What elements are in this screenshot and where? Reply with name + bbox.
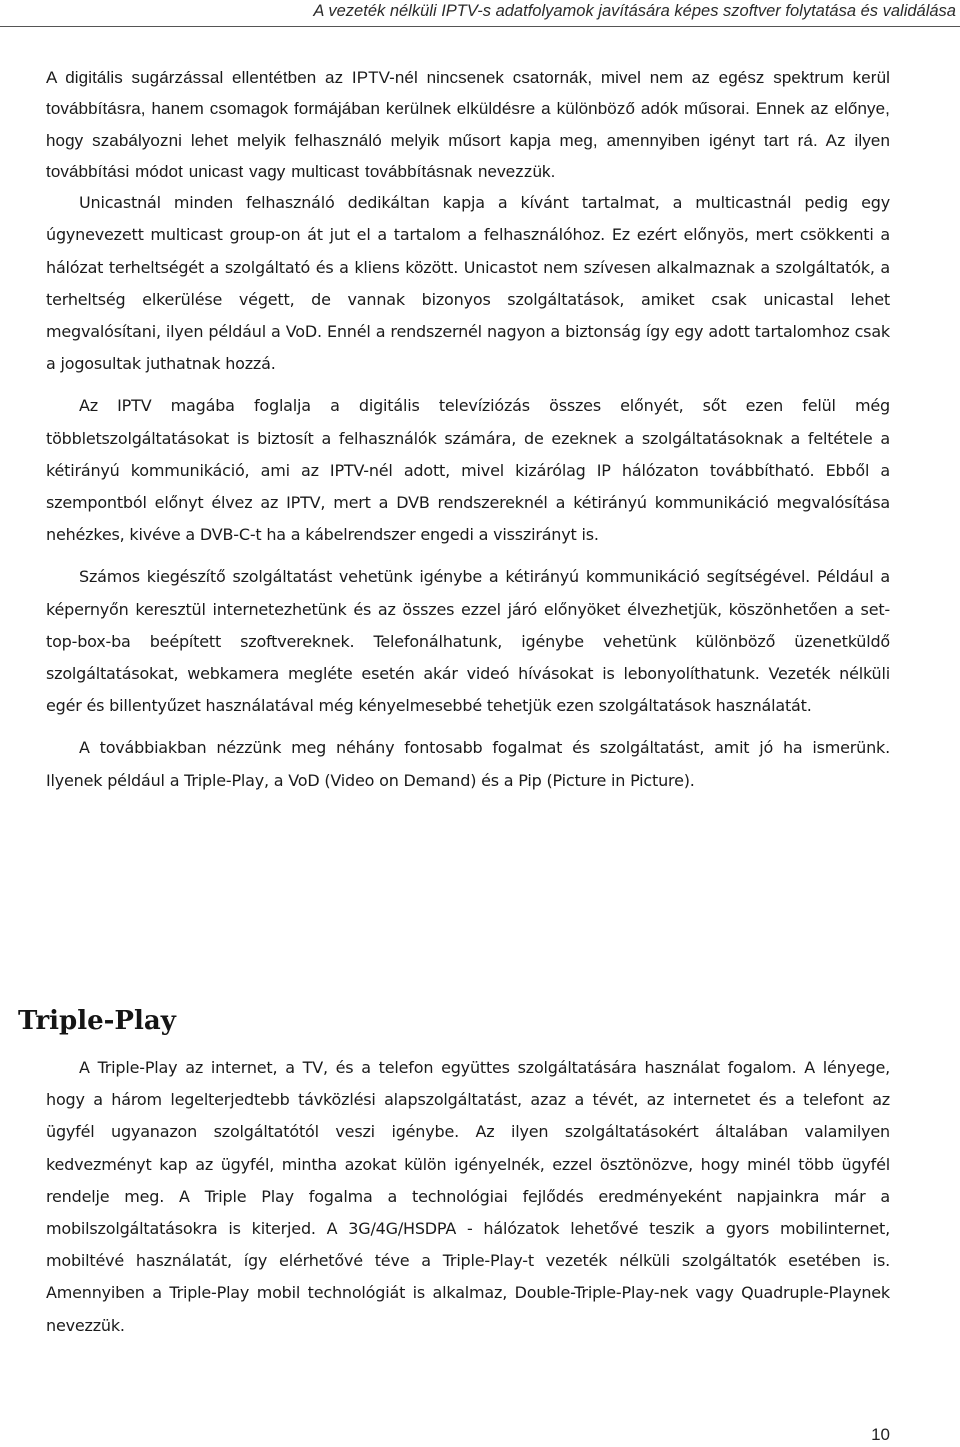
paragraph-concepts-intro: A továbbiakban nézzünk meg néhány fontosabb fogalmat és szolgáltatást, amit jó ha ismerünk. Ilyenek például a Triple-Play, a VoD (Video on Demand) és a Pip (Picture in Picture). bbox=[46, 738, 890, 790]
page-header bbox=[0, 0, 960, 27]
paragraph-additional-services: Számos kiegészítő szolgáltatást vehetünk igénybe a kétirányú kommunikáció segítségével. Például a képernyőn keresztül internetezhetünk és az összes ezzel járó előnyöket élvezhetjük, köszönhetően a set-top-box-ba beépített szoftvereknek. Telefonálhatunk, igénybe vehetünk különböző üzenetküldő szolgáltatásokat, webkamera megléte esetén akár videó hívásokat is lebonyolíthatunk. Vezeték nélküli egér és billentyűzet használatával még kényelmesebbé tehetjük ezen szolgáltatások használatát. bbox=[46, 567, 890, 716]
main-content bbox=[46, 62, 890, 797]
section-heading-triple-play: Triple-Play bbox=[18, 1006, 176, 1036]
paragraph-digital-vs-iptv: A digitális sugárzással ellentétben az IPTV-nél nincsenek csatornák, mivel nem az egész spektrum kerül továbbításra, hanem csomagok formájában kerülnek elküldésre a különböző adók műsorai. Ennek az előnye, hogy szabályozni lehet melyik felhasználó melyik műsort kapja meg, amennyiben igényt tart rá. Az ilyen továbbítási módot unicast vagy multicast továbbításnak nevezzük. bbox=[46, 68, 890, 181]
paragraph-iptv-advantages: Az IPTV magába foglalja a digitális televíziózás összes előnyét, sőt ezen felül még többletszolgáltatásokat is biztosít a felhasználók számára, de ezeknek a szolgáltatásoknak a feltétele a kétirányú kommunikáció, ami az IPTV-nél adott, mivel kizárólag IP hálózaton továbbítható. Ebből a szempontból előnyt élvez az IPTV, mert a DVB rendszereknél a kétirányú kommunikáció megvalósítása nehézkes, kivéve a DVB-C-t ha a kábelrendszer engedi a visszirányt is. bbox=[46, 396, 890, 545]
triple-play-section bbox=[46, 1052, 890, 1342]
running-header-title: A vezeték nélküli IPTV-s adatfolyamok javítására képes szoftver folytatása és validálása bbox=[313, 2, 956, 20]
paragraph-triple-play: A Triple-Play az internet, a TV, és a telefon együttes szolgáltatására használat fogalom. A lényege, hogy a három legelterjedtebb távközlési alapszolgáltatást, azaz a tévét, az internetet és a telefont az ügyfél ugyanazon szolgáltatótól veszi igénybe. Az ilyen szolgáltatásokért általában valamilyen kedvezményt kap az ügyfél, mintha azokat külön igényelnék, ezzel ösztönözve, hogy minél több ügyfél rendelje meg. A Triple Play fogalma a technológiai fejlődés eredményeként napjainkra már a mobilszolgáltatásokra is kiterjed. A 3G/4G/HSDPA - hálózatok lehetővé teszik a gyors mobilinternet, mobiltévé használatát, így elérhetővé téve a Triple-Play-t vezeték nélküli szolgáltatók esetében is. Amennyiben a Triple-Play mobil technológiát is alkalmaz, Double-Triple-Play-nek vagy Quadruple-Playnek nevezzük. bbox=[46, 1058, 890, 1335]
paragraph-unicast-multicast: Unicastnál minden felhasználó dedikáltan kapja a kívánt tartalmat, a multicastnál pedig egy úgynevezett multicast group-on át jut el a tartalom a felhasználóhoz. Ez ezért előnyös, mert csökkenti a hálózat terheltségét a szolgáltató és a kliens között. Unicastot nem szívesen alkalmaznak a szolgáltatók, a terheltség elkerülése végett, de vannak bizonyos szolgáltatások, amiket csak unicastal lehet megvalósítani, ilyen például a VoD. Ennél a rendszernél nagyon a biztonság így egy adott tartalomhoz csak a jogosultak juthatnak hozzá. bbox=[46, 193, 890, 374]
page-number: 10 bbox=[871, 1425, 890, 1444]
